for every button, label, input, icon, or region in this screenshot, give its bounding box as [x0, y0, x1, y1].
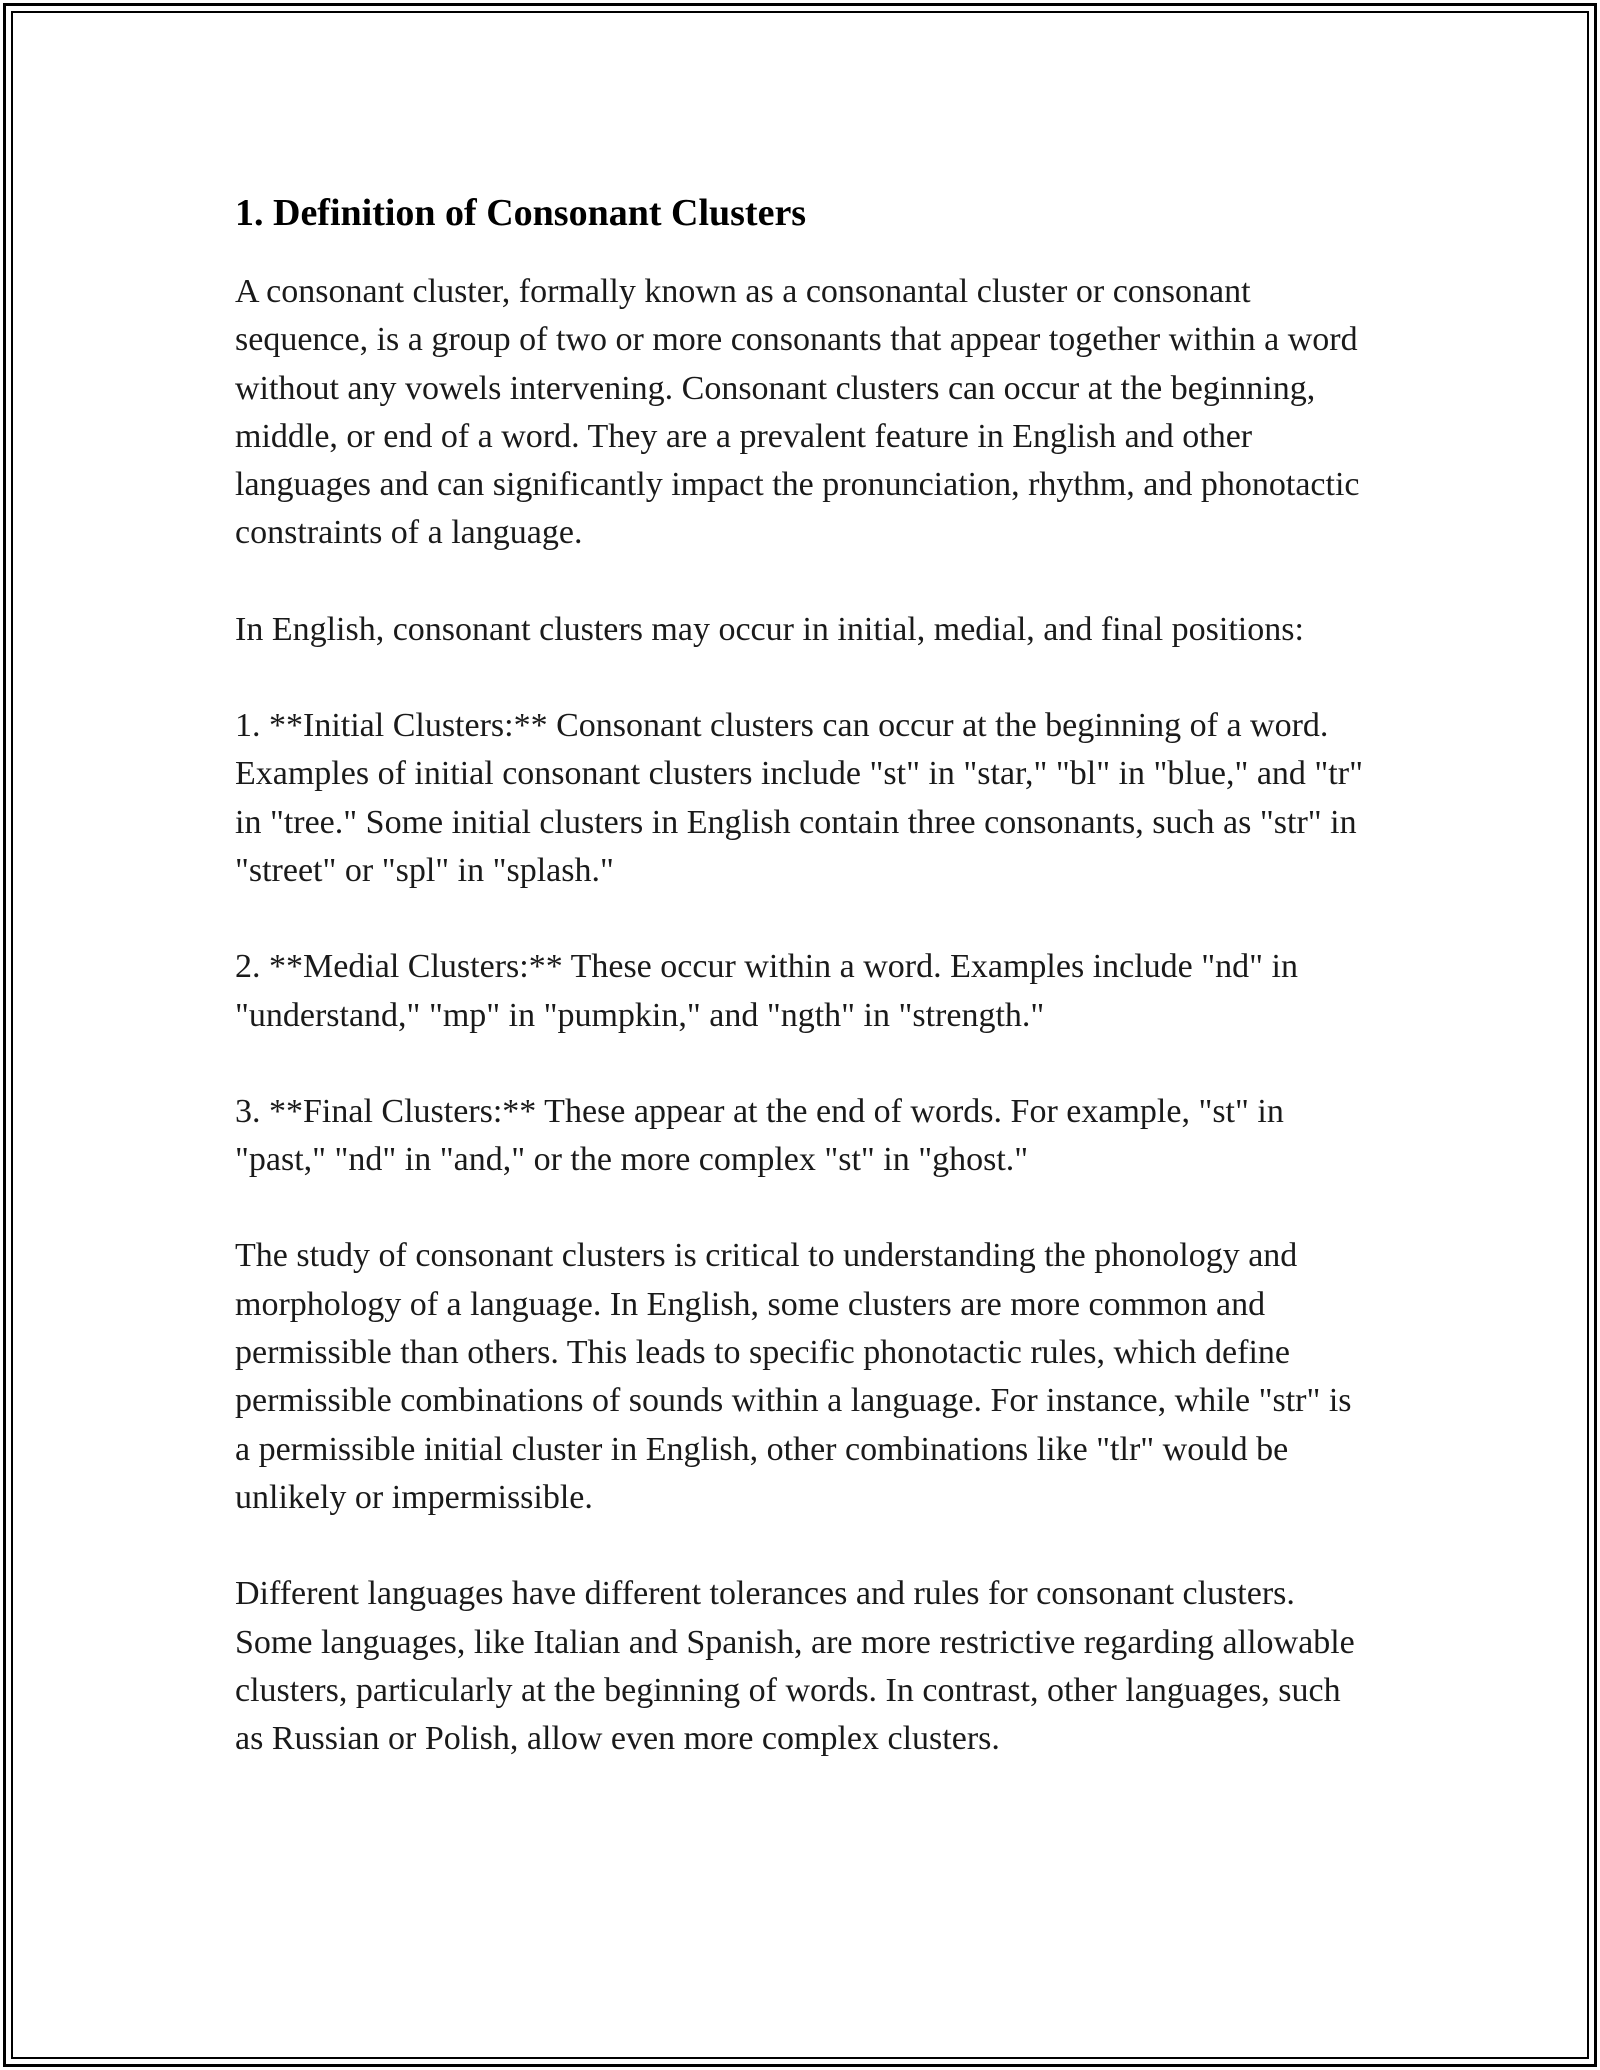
paragraph-phonology-study: The study of consonant clusters is critical to understanding the phonology and morphology of a language. In English, some clusters are more common and permissible than others. This leads to specific phonotactic rules, which define permissible combinations of sounds within a language. For instance, while "str" is a permissible initial cluster in English, other combinations like "tlr" would be unlikely or impermissible.	[235, 1237, 1352, 1516]
paragraph-cross-language: Different languages have different tolerances and rules for consonant clusters. Some languages, like Italian and Spanish, are more restrictive regarding allowable clusters, particularly at the beginning of words. In contrast, other languages, such as Russian or Polish, allow even more complex clusters.	[235, 1575, 1355, 1758]
paragraph-definition: A consonant cluster, formally known as a consonantal cluster or consonant sequence, is a group of two or more consonants that appear together within a word without any vowels intervening. Consonant clusters can occur at the beginning, middle, or end of a word. They are a prevalent feature in English and other languages and can significantly impact the pronunciation, rhythm, and phonotactic constraints of a language.	[235, 273, 1360, 552]
paragraph-positions-intro: In English, consonant clusters may occur in initial, medial, and final positions:	[235, 610, 1304, 648]
paragraph-medial-clusters: 2. **Medial Clusters:** These occur within a word. Examples include "nd" in "understand," "mp" in "pumpkin," and "ngth" in "strength."	[235, 948, 1298, 1034]
paragraph-initial-clusters: 1. **Initial Clusters:** Consonant clusters can occur at the beginning of a word. Examples of initial consonant clusters include "st" in "star," "bl" in "blue," and "tr" in "tree." Some initial clusters in English contain three consonants, such as "str" in "street" or "spl" in "splash."	[235, 707, 1363, 889]
document-body	[235, 185, 1375, 1763]
paragraph-final-clusters: 3. **Final Clusters:** These appear at the end of words. For example, "st" in "past," "nd" in "and," or the more complex "st" in "ghost."	[235, 1092, 1284, 1179]
section-heading: 1. Definition of Consonant Clusters	[235, 192, 807, 234]
